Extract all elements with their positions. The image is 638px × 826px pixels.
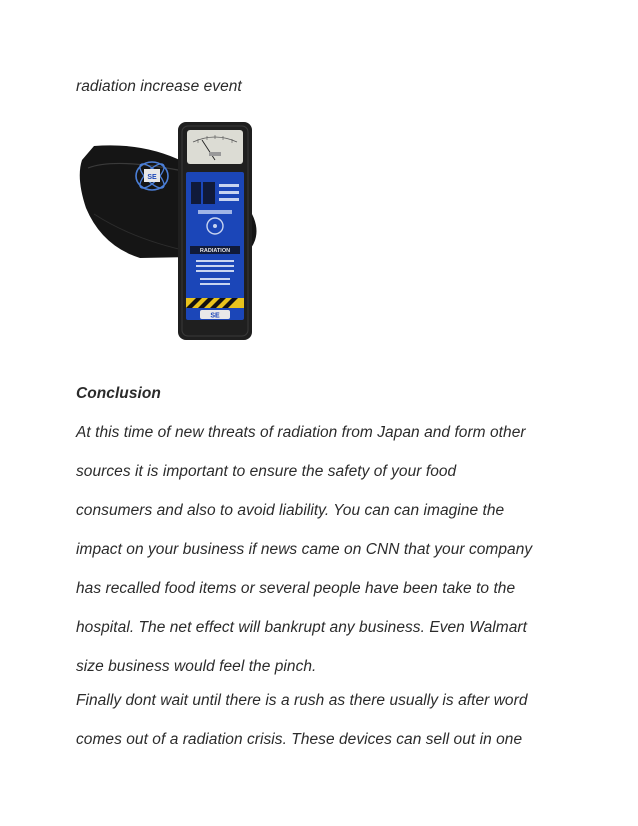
- svg-text:SE: SE: [147, 174, 157, 181]
- section-heading: Conclusion: [76, 385, 161, 402]
- paragraph-line: consumers and also to avoid liability. You can can imagine the: [76, 502, 505, 519]
- svg-text:SE: SE: [210, 312, 220, 320]
- paragraph-line: At this time of new threats of radiation from Japan and form other: [76, 424, 526, 441]
- svg-text:RADIATION: RADIATION: [199, 248, 231, 254]
- paragraph-line: impact on your business if news came on CNN that your company: [76, 541, 533, 558]
- paragraph-line: comes out of a radiation crisis. These devices can sell out in one: [76, 731, 523, 748]
- image-caption: radiation increase event: [76, 78, 242, 95]
- radiation-detector-image: [74, 118, 274, 344]
- hazard-stripe: [186, 298, 244, 308]
- paragraph-line: sources it is important to ensure the safety of your food: [76, 463, 457, 480]
- paragraph-line: Finally dont wait until there is a rush as there usually is after word: [76, 692, 528, 709]
- paragraph-line: size business would feel the pinch.: [76, 658, 317, 675]
- paragraph-line: hospital. The net effect will bankrupt any business. Even Walmart: [76, 619, 527, 636]
- paragraph-line: has recalled food items or several people have been take to the: [76, 580, 516, 597]
